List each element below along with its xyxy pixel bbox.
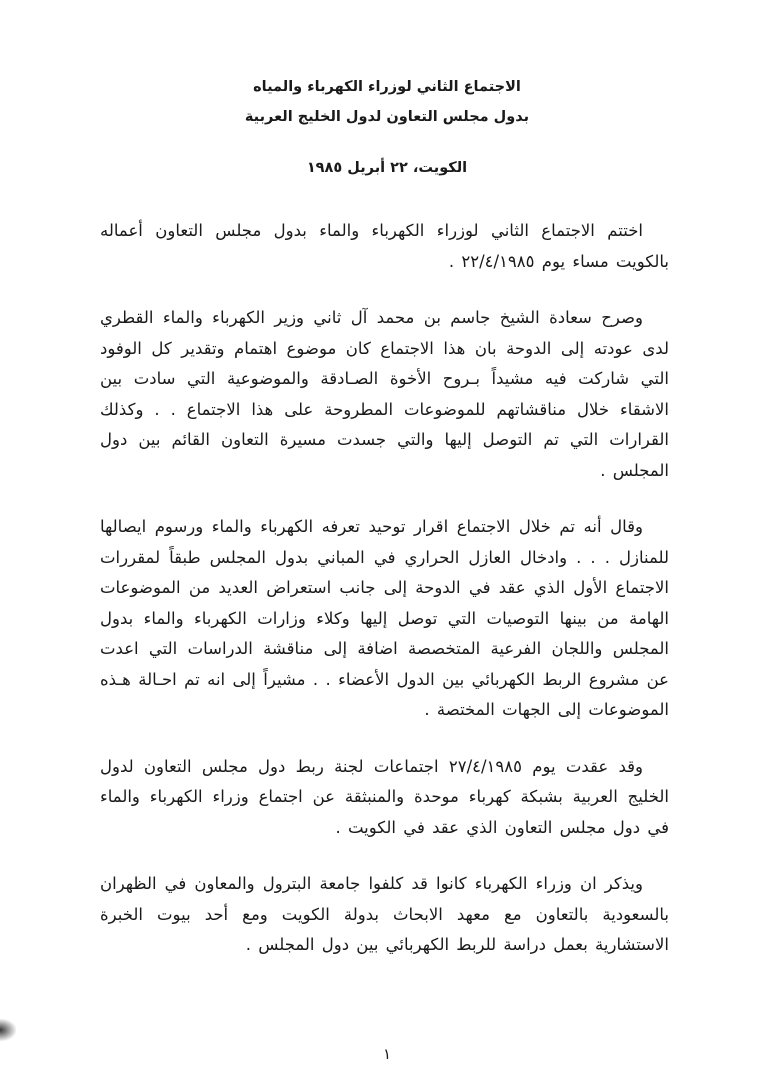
paragraph-5: ويذكر ان وزراء الكهرباء كانوا قد كلفوا جامعة البترول والمعاون في الظهران بالسعودية بالتعاون مع معهد الابحاث بدولة الكويت ومع أحد بيوت الخبرة الاستشارية بعمل دراسة للربط الكهربائي بين دول المجلس . (100, 874, 669, 954)
paragraph-1: اختتم الاجتماع الثاني لوزراء الكهرباء والماء بدول مجلس التعاون أعماله بالكويت مساء يوم ٢٢/٤/١٩٨٥ . (100, 221, 669, 271)
document-header (0, 0, 774, 182)
scan-artifact-smudge (0, 1019, 16, 1041)
document-title-line-1: الاجتماع الثاني لوزراء الكهرباء والمياه (253, 79, 521, 95)
page-number: ١ (382, 1045, 392, 1063)
document-body (100, 216, 669, 961)
paragraph-2: وصرح سعادة الشيخ جاسم بن محمد آل ثاني وزير الكهرباء والماء القطري لدى عودته إلى الدوحة بان هذا الاجتماع كان موضوع اهتمام وتقدير كل الوفود التي شاركت فيه مشيداً بـروح الأخوة الصـادقة والموضوعية التي سادت بين الاشقاء خلال مناقشاتهم للموضوعات المطروحة على هذا الاجتماع . . وكذلك القرارات التي تم التوصل إليها والتي جسدت مسيرة التعاون القائم بين دول المجلس . (100, 308, 669, 480)
paragraph-3: وقال أنه تم خلال الاجتماع اقرار توحيد تعرفه الكهرباء والماء ورسوم ايصالها للمنازل . . . وادخال العازل الحراري في المباني بدول المجلس طبقاً لمقررات الاجتماع الأول الذي عقد في الدوحة إلى جانب استعراض العديد من الموضوعات الهامة من بينها التوصيات التي توصل إليها وكلاء وزارات الكهرباء والماء بدول المجلس واللجان الفرعية المتخصصة اضافة إلى مناقشة الدراسات التي اعدت عن مشروع الربط الكهربائي بين الدول الأعضاء . . مشيراً إلى انه تم احـالة هـذه الموضوعات إلى الجهات المختصة . (100, 517, 669, 719)
document-date-line: الكويت، ٢٢ أبريل ١٩٨٥ (306, 160, 468, 176)
paragraph-4: وقد عقدت يوم ٢٧/٤/١٩٨٥ اجتماعات لجنة ربط دول مجلس التعاون لدول الخليج العربية بشبكة كهرباء موحدة والمنبثقة عن اجتماع وزراء الكهرباء والماء في دول مجلس التعاون الذي عقد في الكويت . (100, 756, 669, 837)
document-title-line-2: بدول مجلس التعاون لدول الخليج العربية (244, 109, 530, 125)
